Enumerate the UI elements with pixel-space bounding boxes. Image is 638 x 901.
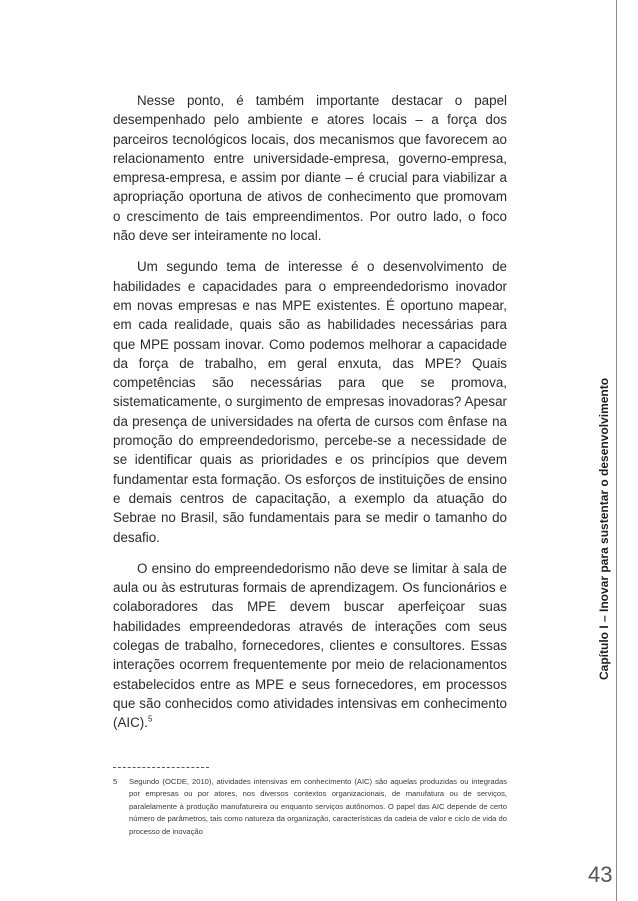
main-text — [113, 91, 507, 745]
footnote-text: Segundo (OCDE, 2010), atividades intensivas em conhecimento (AIC) são aquelas produzidas ou integradas por empresas ou por atores, nos diversos contextos organizacionais, de manufatura ou de serviços, paralelamente à produção manufatureira ou enquanto serviços autônomos. O papel das AIC depende de certo número de parâmetros, tais como natureza da organização, características da cadeia de valor e ciclo de vida do processo de inovação — [129, 777, 507, 836]
chapter-sidebar — [588, 310, 611, 680]
page-number: 43 — [588, 862, 613, 887]
paragraph-3-text: O ensino do empreendedorismo não deve se limitar à sala de aula ou às estruturas formais de aprendizagem. Os funcionários e colaboradores das MPE devem buscar aperfeiçoar suas habilidades empreendedoras através de interações com seus colegas de trabalho, fornecedores, clientes e consultores. Essas interações ocorrem frequentemente por meio de relacionamentos estabelecidos entre as MPE e seus fornecedores, em processos que são conhecidos como atividades intensivas em conhecimento (AIC). — [113, 560, 507, 731]
chapter-title: Capítulo I – Inovar para sustentar o desenvolvimento — [597, 377, 611, 680]
paragraph-2: Um segundo tema de interesse é o desenvolvimento de habilidades e capacidades para o empreendedorismo inovador em novas empresas e nas MPE existentes. É oportuno mapear, em cada realidade, quais são as habilidades necessárias para que MPE possam inovar. Como podemos melhorar a capacidade da força de trabalho, em geral enxuta, das MPE? Quais competências são necessárias para que se promova, sistematicamente, o surgimento de empresas inovadoras? Apesar da presença de universidades na oferta de cursos com ênfase na promoção do empreendedorismo, percebe-se a necessidade de se identificar quais as prioridades e os princípios que devem fundamentar esta formação. Os esforços de instituições de ensino e demais centros de capacitação, a exemplo da atuação do Sebrae no Brasil, são fundamentais para se medir o tamanho do desafio. — [113, 259, 507, 545]
footnote — [113, 776, 507, 838]
footnote-number: 5 — [113, 777, 118, 786]
paragraph-3 — [113, 559, 507, 733]
footnote-separator — [113, 767, 209, 768]
footnote-reference[interactable]: 5 — [147, 714, 153, 724]
sidebar-divider — [616, 0, 617, 901]
paragraph-1: Nesse ponto, é também importante destacar o papel desempenhado pelo ambiente e atores locais – a força dos parceiros tecnológicos locais, dos mecanismos que favorecem ao relacionamento entre universidade-empresa, governo-empresa, empresa-empresa, e assim por diante – é crucial para viabilizar a apropriação oportuna de ativos de conhecimento que promovam o crescimento de tais empreendimentos. Por outro lado, o foco não deve ser inteiramente no local. — [113, 93, 507, 244]
